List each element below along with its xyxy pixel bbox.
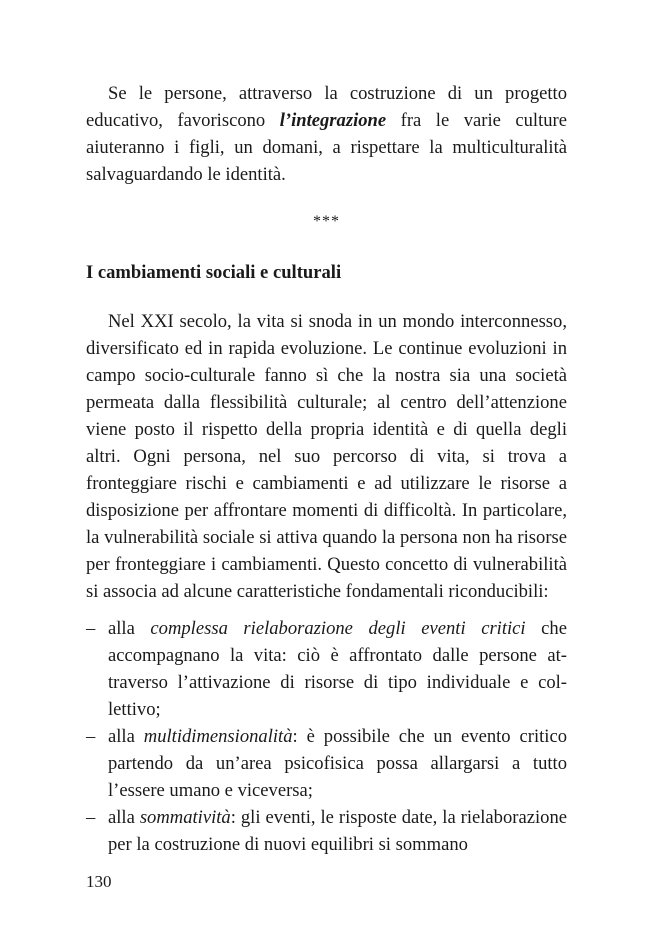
list-item-term: complessa rielaborazione degli eventi critici [150, 618, 526, 639]
list-item-text: : gli eventi, le risposte date, la rielaborazione per la costruzione di nuovi equilibri si sommano [108, 807, 567, 855]
dash-marker: – [86, 726, 96, 747]
intro-text-start: Se le persone, attraverso la costruzione di un progetto educativo, favoriscono [86, 83, 567, 131]
list-item-prefix: alla [108, 807, 140, 828]
list-item-text: : è possibile che un evento critico partendo da un’area psicofisica possa allargarsi a tutto l’essere umano e viceversa; [108, 726, 567, 801]
intro-emphasis: l’integrazione [279, 110, 387, 131]
list-item-prefix: alla [108, 618, 151, 639]
intro-paragraph [86, 80, 567, 188]
list-item-term: sommatività [139, 807, 231, 828]
list-item-term: multidimensionalità [143, 726, 293, 747]
section-title: I cambiamenti sociali e culturali [86, 262, 342, 283]
section-separator: *** [313, 213, 340, 230]
list-item [86, 804, 567, 858]
body-paragraph: Nel XXI secolo, la vita si snoda in un mondo interconnesso, diversificato ed in rapida evoluzione. Le continue evoluzioni in campo socio-culturale fanno sì che la nostra sia una società permeata dalla flessibilità culturale; al centro dell’attenzione viene posto il rispetto della propria identità e di quella degli altri. Ogni persona, nel suo percorso di vita, si trova a fronteggiare rischi e cambiamenti e ad utilizzare le risorse a disposizione per affrontare momenti di difficoltà. In particolare, la vulnerabilità sociale si attiva quando la persona non ha risorse per fronteggiare i cambiamenti. Questo concetto di vulnerabilità si associa ad alcune caratteristiche fondamentali riconducibili: [86, 311, 567, 602]
dash-marker: – [86, 618, 96, 639]
dash-marker: – [86, 807, 96, 828]
intro-text-end: fra le varie culture aiuteranno i figli, un domani, a rispettare la multiculturalità salvaguardando le identità. [86, 110, 567, 185]
list-item [86, 723, 567, 804]
bullet-list [86, 615, 567, 858]
list-item-text: che accompagnano la vita: ciò è affrontato dalle persone attraverso l’attivazione di risorse di tipo individuale e collettivo; [108, 618, 567, 720]
page-body [86, 80, 567, 858]
page-number: 130 [86, 872, 112, 891]
list-item-prefix: alla [108, 726, 144, 747]
list-item [86, 615, 567, 723]
